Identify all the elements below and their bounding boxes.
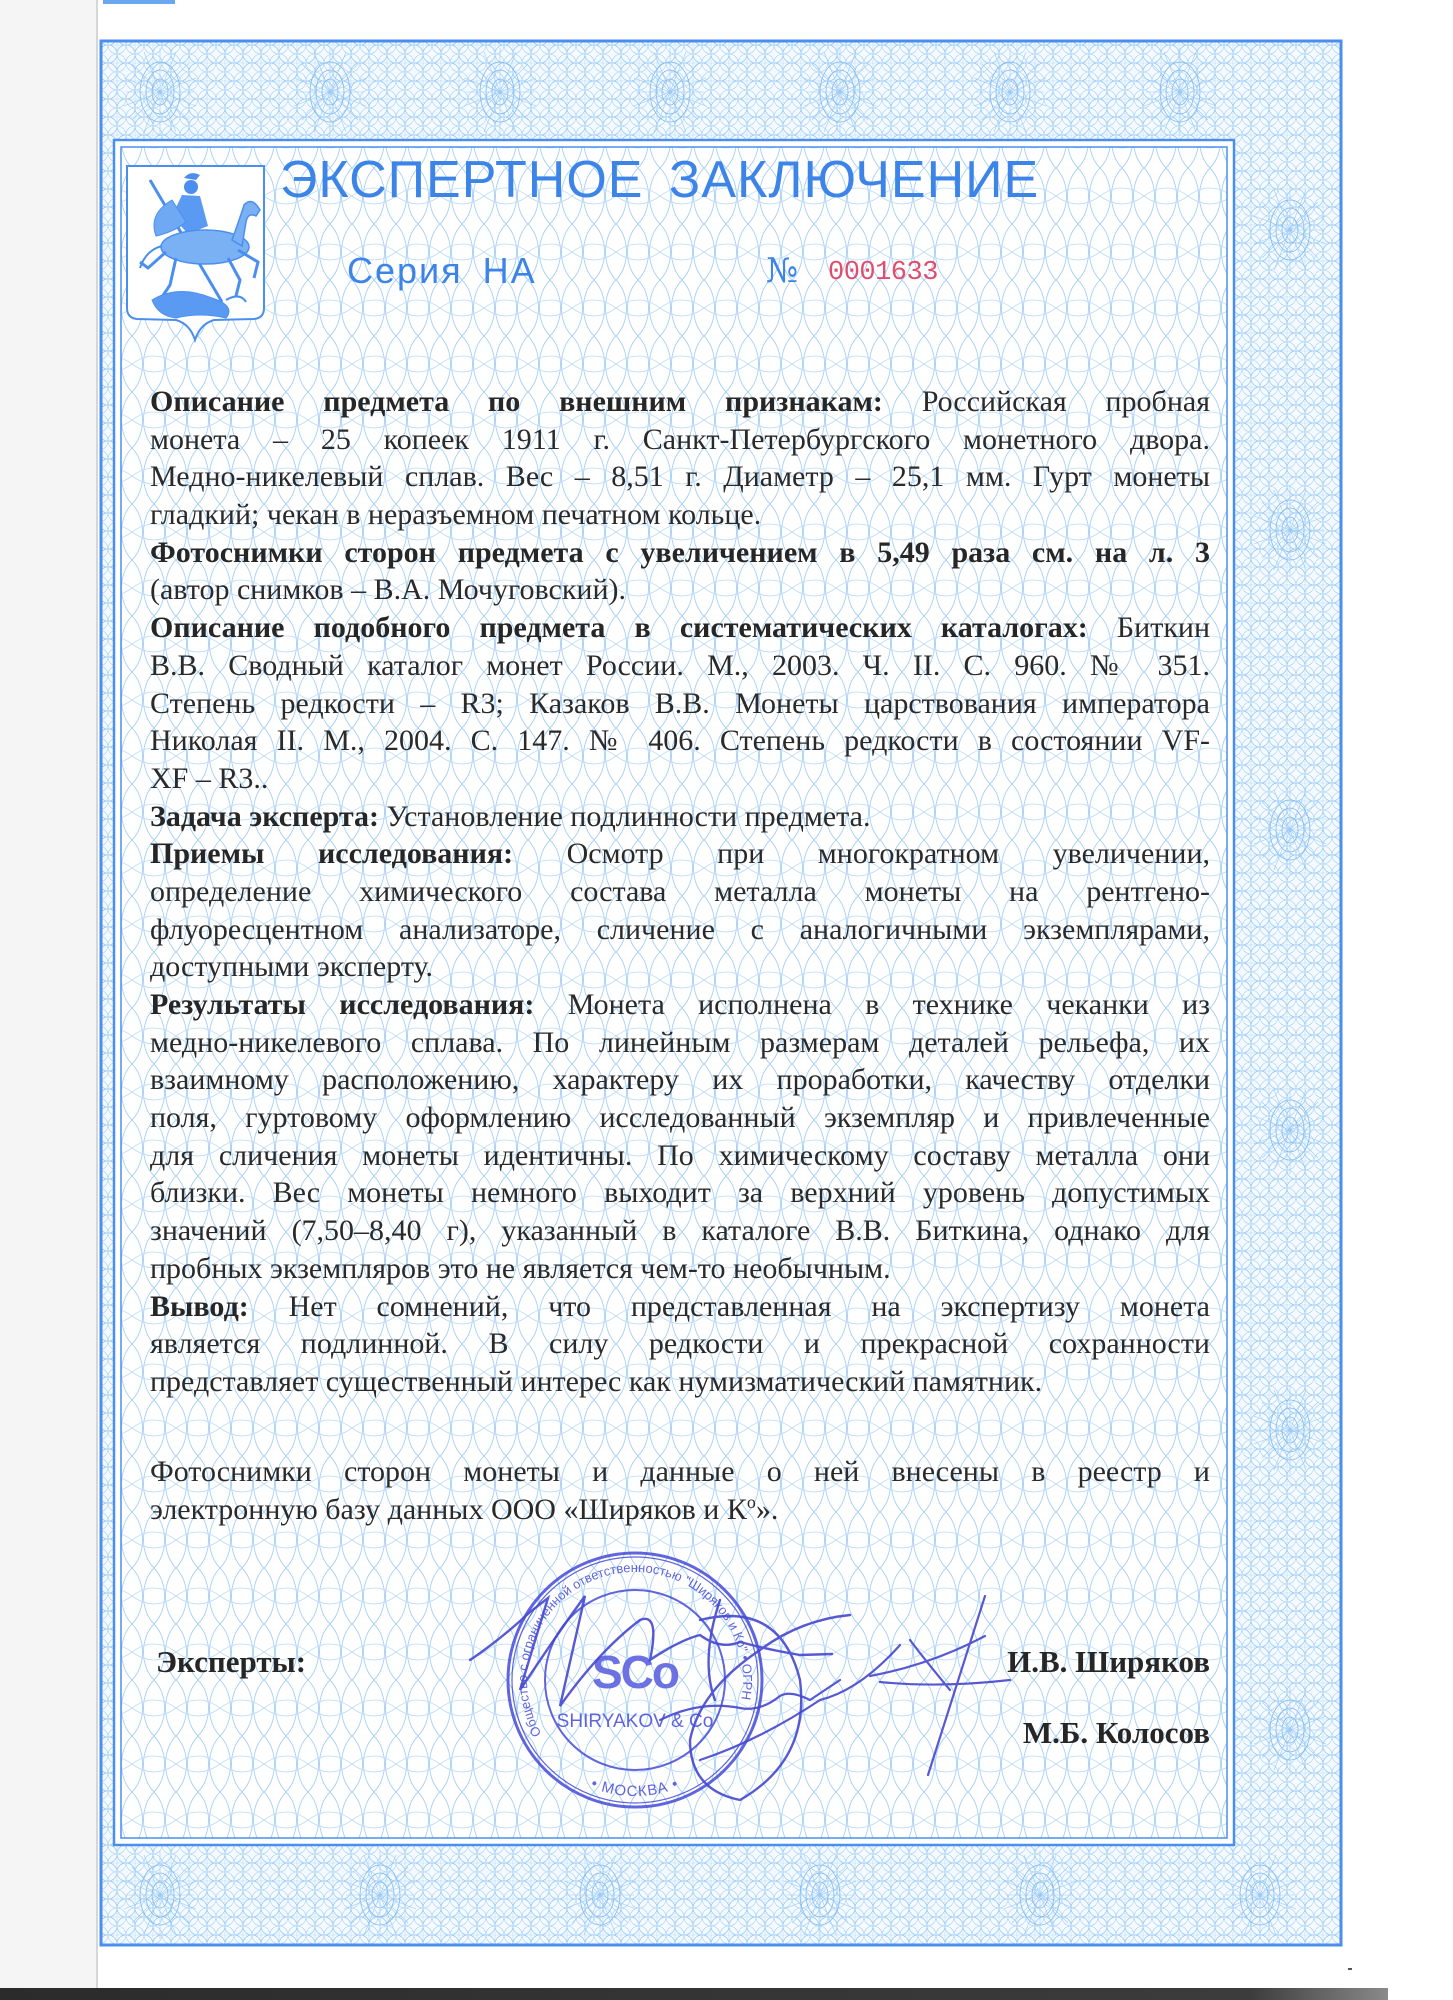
section-label: Описание предмета по внешним признакам: xyxy=(150,385,883,418)
text-line xyxy=(150,1363,1210,1401)
text-line xyxy=(150,1288,1210,1326)
text-line xyxy=(150,1099,1210,1137)
text-line xyxy=(150,1491,1210,1529)
line-text: представляет существенный интерес как нумизматический памятник. xyxy=(150,1364,1043,1398)
line-text: определение химического состава металла монеты на рентгено- xyxy=(150,874,1210,908)
text-line xyxy=(150,911,1210,949)
text-line xyxy=(150,1325,1210,1363)
text-line xyxy=(150,760,1210,798)
page-behind-sliver xyxy=(103,0,175,4)
text-line xyxy=(150,835,1210,873)
stamp-ring-text: Общество с ограниченной ответственностью "Ширяков и Ко" • ОГРН xyxy=(514,1559,756,1740)
moscow-coat-of-arms-icon xyxy=(127,166,264,340)
text-line xyxy=(150,647,1210,685)
text-line xyxy=(150,1024,1210,1062)
scan-speck xyxy=(1348,1968,1352,1970)
line-text: пробных экземпляров это не является чем-то необычным. xyxy=(150,1251,891,1285)
registry-note xyxy=(150,1453,1210,1528)
section-label: Приемы исследования: xyxy=(150,837,514,871)
text-line xyxy=(150,383,1210,421)
text-line xyxy=(150,798,1210,836)
text-line xyxy=(150,1174,1210,1212)
left-page-edge xyxy=(0,0,98,1988)
stamp-city-text: • МОСКВА • xyxy=(588,1774,682,1801)
line-text: Монета исполнена в технике чеканки из xyxy=(534,988,1210,1021)
number-sign: № xyxy=(766,251,799,291)
certificate-body xyxy=(150,383,1210,1401)
line-text: взаимному расположению, характеру их проработки, качеству отделки xyxy=(150,1063,1210,1097)
certificate-number: 0001633 xyxy=(828,258,938,288)
section-label: Результаты исследования: xyxy=(150,988,535,1021)
bottom-shadow xyxy=(0,1988,1388,2000)
line-text: значений (7,50–8,40 г), указанный в каталоге В.В. Биткина, однако для xyxy=(150,1214,1210,1248)
line-text: Установление подлинности предмета. xyxy=(379,799,871,833)
series-label: Серия НА xyxy=(347,250,537,291)
line-text: электронную базу данных ООО «Ширяков и К xyxy=(150,1492,747,1526)
line-text: медно-никелевого сплава. По линейным размерам деталей рельефа, их xyxy=(150,1025,1210,1059)
text-line xyxy=(150,1250,1210,1288)
expert-name-kolosov: М.Б. Колосов xyxy=(1022,1715,1210,1750)
section-label: Фотоснимки сторон предмета с увеличением в 5,49 раза см. на л. 3 xyxy=(150,535,1210,569)
line-text: (автор снимков – В.А. Мочуговский). xyxy=(150,573,627,607)
line-text: поля, гуртовому оформлению исследованный экземпляр и привлеченные xyxy=(150,1101,1210,1135)
line-text: Степень редкости – R3; Казаков В.В. Монеты царствования императора xyxy=(150,686,1210,720)
section-label: Описание подобного предмета в систематических каталогах: xyxy=(150,611,1088,645)
section-label: Вывод: xyxy=(150,1289,249,1323)
line-text: Медно-никелевый сплав. Вес – 8,51 г. Диаметр – 25,1 мм. Гурт монеты xyxy=(150,460,1210,494)
text-line xyxy=(150,496,1210,534)
line-text: XF – R3.. xyxy=(150,761,269,795)
line-text: Фотоснимки сторон монеты и данные о ней внесены в реестр и xyxy=(150,1455,1210,1488)
text-line xyxy=(150,571,1210,609)
line-text: Осмотр при многократном увеличении, xyxy=(513,837,1210,871)
line-text: Биткин xyxy=(1087,611,1211,645)
section-label: Задача эксперта: xyxy=(150,799,380,833)
stamp-logo: SCo xyxy=(592,1646,678,1698)
superscript-o: о xyxy=(746,1491,756,1512)
text-line xyxy=(150,873,1210,911)
line-text: доступными эксперту. xyxy=(150,950,434,984)
text-line xyxy=(150,1212,1210,1250)
text-line xyxy=(150,986,1210,1024)
text-line xyxy=(150,421,1210,459)
stamp-company-latin: SHIRYAKOV & Co xyxy=(556,1711,714,1732)
line-text: флуоресцентном анализаторе, сличение с аналогичными экземплярами, xyxy=(150,912,1210,946)
line-text: Российская пробная xyxy=(882,385,1210,418)
line-text: является подлинной. В силу редкости и прекрасной сохранности xyxy=(150,1327,1210,1361)
text-line xyxy=(150,458,1210,496)
text-line xyxy=(150,534,1210,572)
line-text: монета – 25 копеек 1911 г. Санкт-Петербургского монетного двора. xyxy=(150,422,1210,456)
text-line xyxy=(150,948,1210,986)
experts-label: Эксперты: xyxy=(156,1644,307,1679)
line-text: ». xyxy=(755,1492,779,1526)
line-text: близки. Вес монеты немного выходит за верхний уровень допустимых xyxy=(150,1176,1210,1210)
line-text: Николая II. М., 2004. С. 147. № 406. Степень редкости в состоянии VF- xyxy=(150,724,1210,758)
text-line xyxy=(150,722,1210,760)
line-text: гладкий; чекан в неразъемном печатном кольце. xyxy=(150,498,762,532)
line-text: для сличения монеты идентичны. По химическому составу металла они xyxy=(150,1138,1210,1172)
text-line xyxy=(150,1061,1210,1099)
line-text: В.В. Сводный каталог монет России. М., 2003. Ч. II. С. 960. № 351. xyxy=(150,648,1210,682)
line-text: Нет сомнений, что представленная на экспертизу монета xyxy=(248,1289,1210,1323)
text-line xyxy=(150,609,1210,647)
document-title: ЭКСПЕРТНОЕ ЗАКЛЮЧЕНИЕ xyxy=(280,151,1040,209)
text-line xyxy=(150,1137,1210,1175)
text-line xyxy=(150,1453,1210,1491)
text-line xyxy=(150,685,1210,723)
expert-name-shiryakov: И.В. Ширяков xyxy=(1007,1644,1210,1679)
